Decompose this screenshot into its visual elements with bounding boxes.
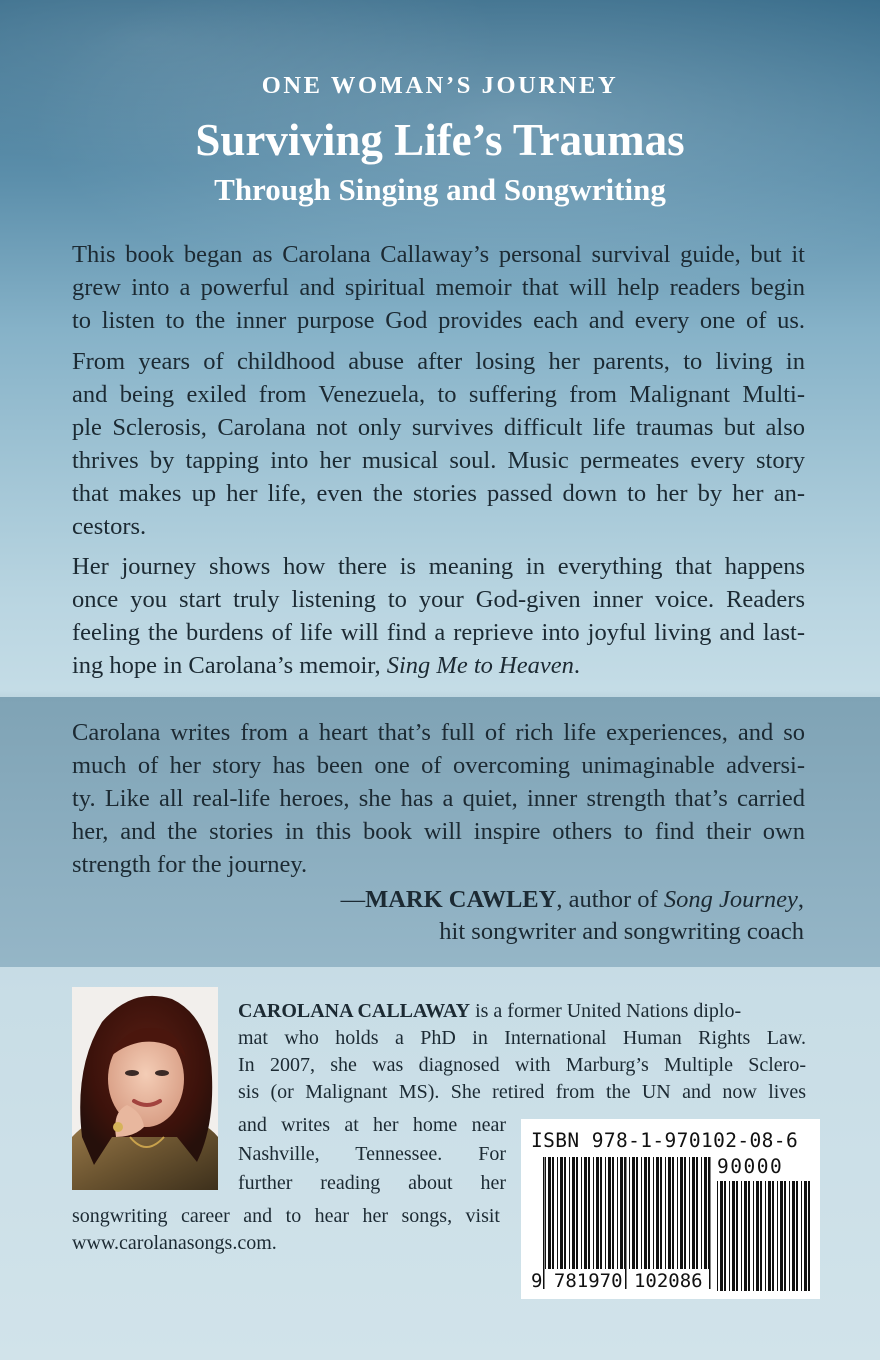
- bio-line: In 2007, she was diagnosed with Marburg’s Multiple Sclero-: [238, 1054, 806, 1076]
- barcode-bar: [744, 1181, 747, 1291]
- barcode-bar: [660, 1157, 662, 1269]
- barcode-bar: [668, 1157, 671, 1269]
- barcode-bar: [772, 1181, 774, 1291]
- barcode-bar: [572, 1157, 575, 1269]
- blurb-p3-line: once you start truly listening to your God-given inner voice. Readers: [72, 586, 805, 613]
- barcode-bar: [620, 1157, 623, 1269]
- barcode-bar: [808, 1181, 810, 1291]
- barcode-bar: [768, 1181, 771, 1291]
- barcode-bar: [653, 1157, 654, 1269]
- barcode-bar: [593, 1157, 594, 1269]
- blurb-p2-line: From years of childhood abuse after losing her parents, to living in: [72, 348, 805, 375]
- barcode-bar: [804, 1181, 807, 1291]
- book-title-italic: Sing Me to Heaven: [386, 652, 574, 679]
- barcode-bar: [672, 1157, 674, 1269]
- bio-text: is a former United Nations diplo-: [470, 1000, 742, 1022]
- bio-line: sis (or Malignant MS). She retired from the UN and now lives: [238, 1081, 806, 1103]
- blurb-p3-line: feeling the burdens of life will find a reprieve into joyful living and last-: [72, 619, 805, 646]
- attribution-dash: —: [340, 886, 366, 913]
- bio-line: mat who holds a PhD in International Human Rights Law.: [238, 1027, 806, 1049]
- barcode-bar: [588, 1157, 590, 1269]
- barcode-bar: [756, 1181, 759, 1291]
- barcode-bar: [784, 1181, 786, 1291]
- barcode-bar: [564, 1157, 566, 1269]
- barcode-bar: [605, 1157, 606, 1269]
- cover-subtitle: Through Singing and Songwriting: [214, 172, 666, 207]
- barcode-bar: [596, 1157, 599, 1269]
- barcode-bar: [689, 1157, 690, 1269]
- barcode-bar: [644, 1157, 647, 1269]
- barcode-bar: [692, 1157, 695, 1269]
- barcode-bar: [629, 1157, 630, 1269]
- barcode-bar: [584, 1157, 587, 1269]
- barcode-bar: [680, 1157, 683, 1269]
- cover-title: Surviving Life’s Traumas: [195, 115, 685, 165]
- author-portrait-image: [72, 987, 218, 1190]
- barcode-bar: [648, 1157, 650, 1269]
- barcode-bar: [792, 1181, 795, 1291]
- quote-attribution: [341, 886, 804, 914]
- barcode-bar: [684, 1157, 686, 1269]
- barcode-bar: [701, 1157, 702, 1269]
- barcode-bar: [636, 1157, 638, 1269]
- isbn-barcode: [521, 1119, 820, 1299]
- bio-line: [238, 998, 741, 1025]
- price-code: 90000: [717, 1155, 784, 1178]
- barcode-bar: [729, 1181, 730, 1291]
- blurb-p2-line: and being exiled from Venezuela, to suffering from Malignant Multi-: [72, 381, 805, 408]
- barcode-bar: [741, 1181, 742, 1291]
- barcode-bar: [552, 1157, 554, 1269]
- barcode-bar: [796, 1181, 798, 1291]
- barcode-bar: [617, 1157, 618, 1269]
- blurb-p1-line: This book began as Carolana Callaway’s personal survival guide, but it: [72, 241, 805, 268]
- blurb-p1-line: to listen to the inner purpose God provides each and every one of us.: [72, 307, 805, 334]
- barcode-bar: [801, 1181, 802, 1291]
- quote-line: Carolana writes from a heart that’s full of rich life experiences, and so: [72, 719, 805, 746]
- barcode-bar: [600, 1157, 602, 1269]
- ean-digits: 9 781970 102086: [531, 1270, 703, 1292]
- attribution-book: Song Journey: [663, 886, 798, 913]
- blurb-p2-line: that makes up her life, even the stories passed down to her by her an-: [72, 480, 805, 507]
- barcode-bar: [748, 1181, 750, 1291]
- barcode-bar: [732, 1181, 735, 1291]
- author-photo: [72, 987, 218, 1190]
- barcode-bar: [560, 1157, 563, 1269]
- barcode-bar: [576, 1157, 578, 1269]
- blurb-text: ing hope in Carolana’s memoir,: [72, 652, 387, 679]
- quote-line: much of her story has been one of overcoming unimaginable adversi-: [72, 752, 805, 779]
- barcode-bar: [557, 1157, 558, 1269]
- barcode-bar: [608, 1157, 611, 1269]
- barcode-bar: [753, 1181, 754, 1291]
- isbn-number: ISBN 978-1-970102-08-6: [531, 1129, 799, 1152]
- blurb-p2-line: cestors.: [72, 513, 147, 540]
- barcode-bar: [569, 1157, 570, 1269]
- author-website: www.carolanasongs.com.: [72, 1232, 277, 1254]
- barcode-bar: [717, 1181, 718, 1291]
- barcode-bar: [581, 1157, 582, 1269]
- quote-attribution-line2: hit songwriter and songwriting coach: [439, 918, 804, 945]
- barcode-bar: [720, 1181, 723, 1291]
- blurb-p2-line: thrives by tapping into her musical soul. Music permeates every story: [72, 447, 805, 474]
- barcode-bar: [789, 1181, 790, 1291]
- blurb-p2-line: ple Sclerosis, Carolana not only survives difficult life traumas but also: [72, 414, 805, 441]
- attribution-comma: ,: [797, 886, 804, 913]
- barcode-bar: [696, 1157, 698, 1269]
- bio-line: songwriting career and to hear her songs, visit: [72, 1205, 500, 1227]
- bio-line: Nashville, Tennessee. For: [238, 1143, 506, 1165]
- barcode-bar: [736, 1181, 738, 1291]
- barcode-bar: [704, 1157, 707, 1269]
- cover-kicker: ONE WOMAN’S JOURNEY: [261, 72, 619, 99]
- blurb-p3-last-line: [72, 649, 805, 682]
- blurb-text: .: [573, 652, 580, 679]
- barcode-bar: [765, 1181, 766, 1291]
- attribution-text: , author of: [556, 886, 664, 913]
- bio-line: further reading about her: [238, 1172, 506, 1194]
- blurb-p3-line: Her journey shows how there is meaning in everything that happens: [72, 553, 805, 580]
- bio-line: and writes at her home near: [238, 1114, 506, 1136]
- barcode-bar: [677, 1157, 678, 1269]
- attribution-name: MARK CAWLEY: [365, 886, 557, 913]
- bio-author-name: CAROLANA CALLAWAY: [238, 1000, 471, 1022]
- quote-line: ty. Like all real-life heroes, she has a quiet, inner strength that’s carried: [72, 785, 805, 812]
- barcode-bar: [545, 1157, 546, 1269]
- quote-line: strength for the journey.: [72, 851, 308, 878]
- barcode-bar: [632, 1157, 635, 1269]
- barcode-bar: [760, 1181, 762, 1291]
- barcode-bar: [665, 1157, 666, 1269]
- barcode-bar: [780, 1181, 783, 1291]
- barcode-bar: [641, 1157, 642, 1269]
- blurb-p1-line: grew into a powerful and spiritual memoir that will help readers begin: [72, 274, 805, 301]
- barcode-bar: [656, 1157, 659, 1269]
- barcode-bar: [724, 1181, 726, 1291]
- barcode-bar: [612, 1157, 614, 1269]
- barcode-bar: [548, 1157, 551, 1269]
- quote-line: her, and the stories in this book will inspire others to find their own: [72, 818, 805, 845]
- barcode-bar: [777, 1181, 778, 1291]
